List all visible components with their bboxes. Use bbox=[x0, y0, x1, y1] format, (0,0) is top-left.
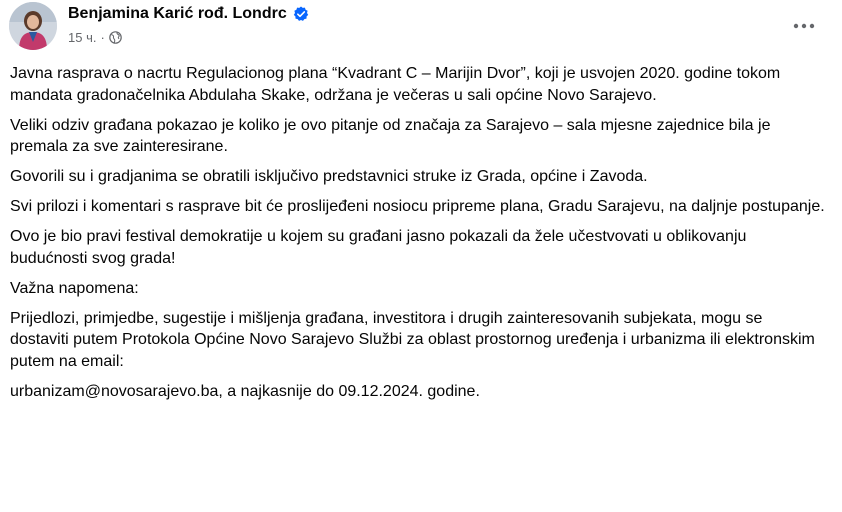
post-paragraph: Svi prilozi i komentari s rasprave bit će proslijeđeni nosiocu pripreme plana, Gradu Sarajevu, na daljnje postupanje. bbox=[10, 198, 825, 215]
avatar-photo bbox=[9, 2, 57, 50]
post-meta bbox=[68, 30, 309, 45]
post-timestamp[interactable]: 15 ч. bbox=[68, 30, 97, 45]
post-paragraph: urbanizam@novosarajevo.ba, a najkasnije do 09.12.2024. godine. bbox=[10, 382, 480, 400]
author-row bbox=[68, 3, 309, 25]
post-paragraph: Prijedlozi, primjedbe, sugestije i mišljenja građana, investitora i drugih zainteresovanih subjekata, mogu se dostaviti putem Protokola Općine Novo Sarajevo Službi za oblast prostornog uređenja i urbanizma ili elektronskim putem na email: bbox=[10, 309, 815, 370]
post-body bbox=[10, 63, 825, 411]
post-paragraph: Govorili su i gradjanima se obratili isključivo predstavnici struke iz Grada, općine i Zavoda. bbox=[10, 168, 648, 185]
more-options-button[interactable] bbox=[786, 8, 822, 44]
more-options-icon bbox=[793, 23, 815, 29]
post-paragraph: Javna rasprava o nacrtu Regulacionog plana “Kvadrant C – Marijin Dvor”, koji je usvojen 2020. godine tokom mandata gradonačelnika Abdulaha Skake, održana je večeras u sali općine Novo Sarajevo. bbox=[10, 65, 781, 104]
post-header bbox=[9, 2, 309, 54]
globe-icon[interactable] bbox=[109, 31, 122, 44]
post-paragraph: Važna napomena: bbox=[10, 279, 139, 297]
post-paragraph: Veliki odziv građana pokazao je koliko je ovo pitanje od značaja za Sarajevo – sala mjesne zajednice bila je premala za sve zainteresirane. bbox=[10, 116, 771, 155]
post-paragraph: Ovo je bio pravi festival demokratije u kojem su građani jasno pokazali da žele učestvovati u oblikovanju budućnosti svog grada! bbox=[10, 228, 747, 267]
meta-separator: · bbox=[100, 30, 105, 45]
author-avatar[interactable] bbox=[9, 2, 57, 50]
author-block bbox=[68, 2, 309, 45]
verified-badge-icon bbox=[293, 6, 309, 22]
author-name[interactable]: Benjamina Karić rođ. Londrc bbox=[68, 5, 287, 22]
